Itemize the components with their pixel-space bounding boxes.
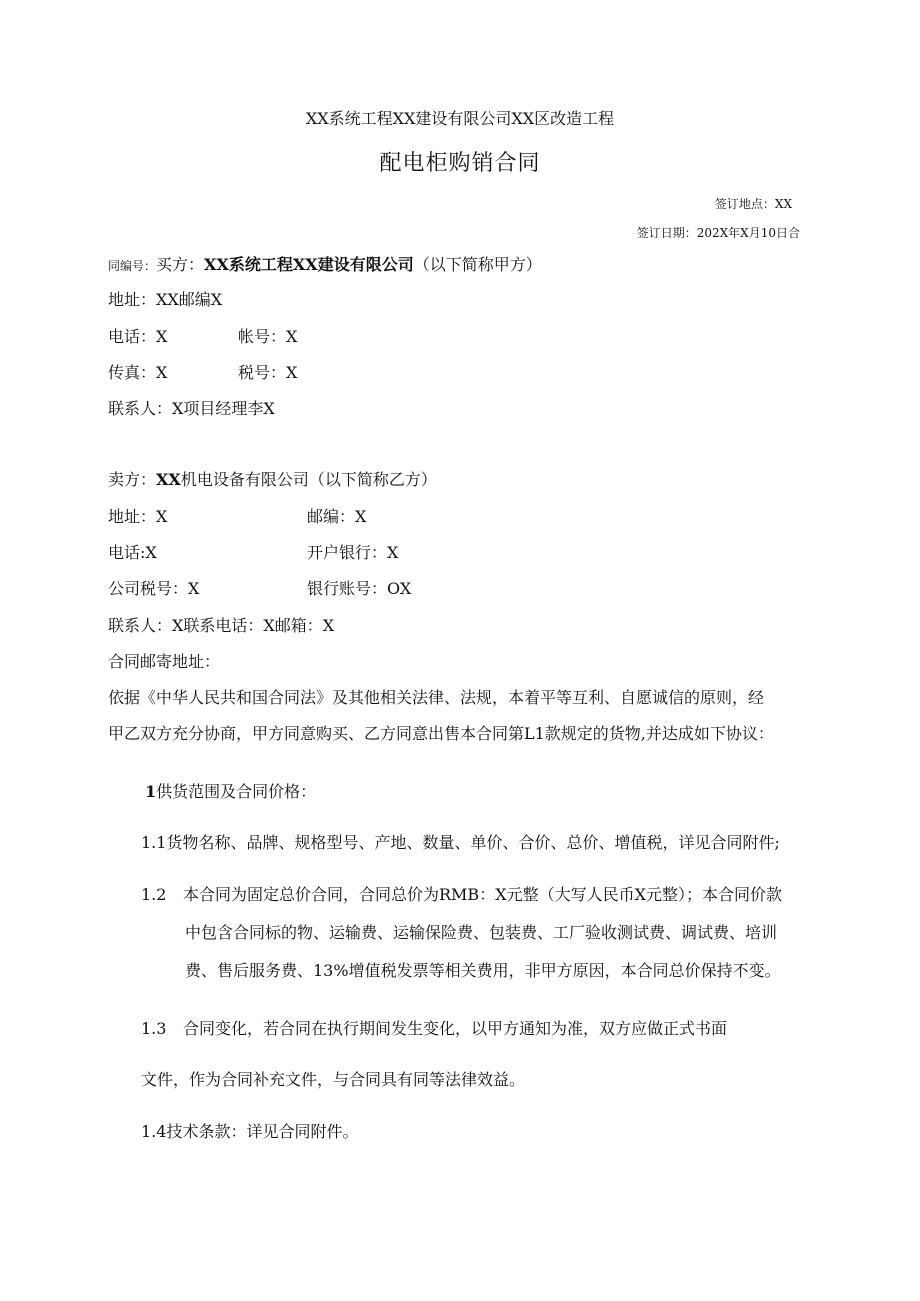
clause-1-2-number: 1.2	[141, 885, 167, 904]
buyer-fax: 传真：X	[108, 363, 168, 382]
clause-1-3-line-1: 合同变化，若合同在执行期间发生变化，以甲方通知为准，双方应做正式书面	[183, 1019, 728, 1038]
seller-company-tax: 公司税号：X	[108, 579, 200, 598]
section-1-title: 供货范围及合同价格：	[156, 782, 317, 801]
seller-name-rest: 机电设备有限公司（以下简称乙方）	[180, 470, 437, 489]
seller-name: XX	[156, 470, 181, 489]
clause-1-3-number: 1.3	[141, 1019, 167, 1038]
clause-1-2-line-3: 费、售后服务费、13%增值税发票等相关费用，非甲方原因，本合同总价保持不变。	[185, 961, 781, 980]
seller-line	[108, 469, 437, 491]
contract-mail-address: 合同邮寄地址：	[108, 652, 221, 671]
buyer-label: 买方：	[156, 255, 205, 274]
clause-1-1: 1.1货物名称、品牌、规格型号、产地、数量、单价、合价、总价、增值税，详见合同附件;	[141, 833, 780, 852]
clause-1-2-line-1: 本合同为固定总价合同，合同总价为RMB：X元整（大写人民币X元整）；本合同价款	[183, 885, 782, 904]
section-1-heading	[145, 781, 316, 803]
seller-contact: 联系人：X联系电话：X邮箱：X	[108, 616, 335, 635]
buyer-tax-no: 税号：X	[238, 363, 298, 382]
clause-1-3-line-2: 文件，作为合同补充文件，与合同具有同等法律效益。	[141, 1070, 526, 1089]
buyer-contact: 联系人：X项目经理李X	[108, 399, 275, 418]
buyer-suffix: （以下简称甲方）	[413, 255, 542, 274]
clause-1-2-line-2: 中包含合同标的物、运输费、运输保险费、包装费、工厂验收测试费、调试费、培训	[185, 923, 778, 942]
project-subtitle: XX系统工程XX建设有限公司XX区改造工程	[305, 109, 615, 128]
buyer-address: 地址：XX邮编X	[108, 290, 223, 309]
seller-phone: 电话:X	[108, 543, 157, 562]
buyer-phone: 电话：X	[108, 327, 168, 346]
sign-date: 签订日期：202X年X月10日合	[636, 226, 800, 240]
contract-no-label: 同编号：	[108, 259, 157, 273]
seller-label: 卖方：	[108, 470, 157, 489]
seller-address: 地址：X	[108, 507, 168, 526]
seller-postcode: 邮编：X	[307, 507, 367, 526]
buyer-name: XX系统工程XX建设有限公司	[204, 255, 414, 274]
page-title: 配电柜购销合同	[379, 151, 541, 176]
intro-line-1: 依据《中华人民共和国合同法》及其他相关法律、法规，本着平等互利、自愿诚信的原则，经	[108, 688, 765, 707]
sign-place: 签订地点：XX	[714, 197, 792, 211]
seller-bank-account: 银行账号：OX	[307, 579, 412, 598]
buyer-line	[108, 254, 542, 276]
buyer-account: 帐号：X	[238, 327, 298, 346]
intro-line-2: 甲乙双方充分协商，甲方同意购买、乙方同意出售本合同第L1款规定的货物,并达成如下协议：	[108, 724, 774, 743]
section-1-number: 1	[145, 782, 157, 801]
seller-bank: 开户银行：X	[307, 543, 399, 562]
clause-1-4: 1.4技术条款：详见合同附件。	[141, 1122, 359, 1141]
